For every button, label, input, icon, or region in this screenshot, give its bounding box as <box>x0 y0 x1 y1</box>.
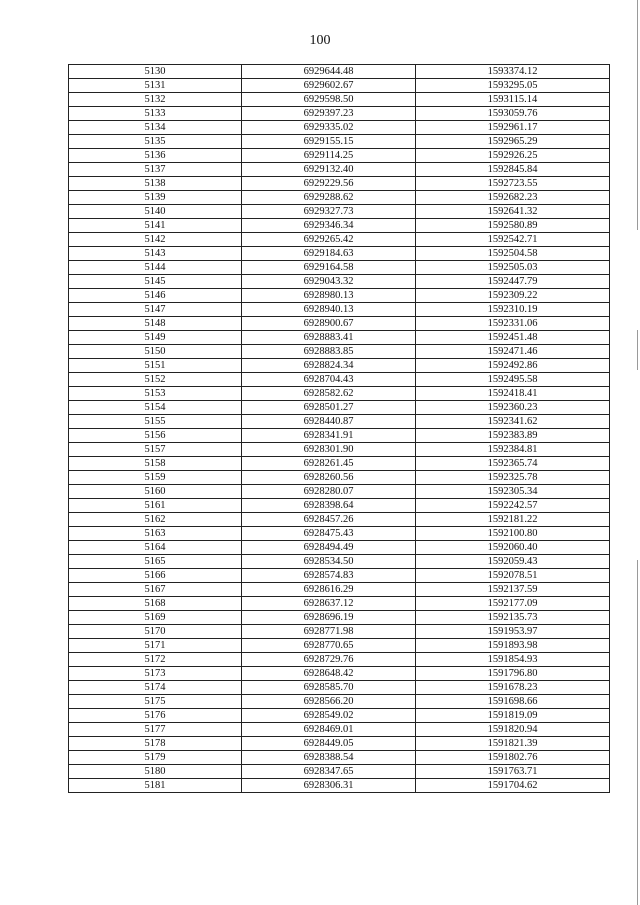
x-coordinate-cell: 6929043.32 <box>242 275 416 289</box>
y-coordinate-cell: 1592505.03 <box>416 261 610 275</box>
y-coordinate-cell: 1591821.39 <box>416 737 610 751</box>
x-coordinate-cell: 6928729.76 <box>242 653 416 667</box>
table-row <box>69 275 610 289</box>
x-coordinate-cell: 6929265.42 <box>242 233 416 247</box>
scan-edge-line <box>637 560 638 905</box>
y-coordinate-cell: 1592242.57 <box>416 499 610 513</box>
table-row <box>69 779 610 793</box>
y-coordinate-cell: 1592723.55 <box>416 177 610 191</box>
y-coordinate-cell: 1591819.09 <box>416 709 610 723</box>
table-row <box>69 219 610 233</box>
table-row <box>69 79 610 93</box>
point-number-cell: 5155 <box>69 415 242 429</box>
x-coordinate-cell: 6928449.05 <box>242 737 416 751</box>
x-coordinate-cell: 6928301.90 <box>242 443 416 457</box>
page-number: 100 <box>309 33 331 48</box>
table-row <box>69 513 610 527</box>
table-row <box>69 65 610 79</box>
point-number-cell: 5172 <box>69 653 242 667</box>
table-row <box>69 499 610 513</box>
x-coordinate-cell: 6928585.70 <box>242 681 416 695</box>
x-coordinate-cell: 6929602.67 <box>242 79 416 93</box>
y-coordinate-cell: 1592365.74 <box>416 457 610 471</box>
x-coordinate-cell: 6928260.56 <box>242 471 416 485</box>
point-number-cell: 5159 <box>69 471 242 485</box>
table-row <box>69 625 610 639</box>
y-coordinate-cell: 1591893.98 <box>416 639 610 653</box>
point-number-cell: 5145 <box>69 275 242 289</box>
point-number-cell: 5133 <box>69 107 242 121</box>
point-number-cell: 5148 <box>69 317 242 331</box>
y-coordinate-cell: 1591698.66 <box>416 695 610 709</box>
y-coordinate-cell: 1592309.22 <box>416 289 610 303</box>
y-coordinate-cell: 1592926.25 <box>416 149 610 163</box>
point-number-cell: 5163 <box>69 527 242 541</box>
point-number-cell: 5170 <box>69 625 242 639</box>
table-row <box>69 597 610 611</box>
x-coordinate-cell: 6928637.12 <box>242 597 416 611</box>
coordinates-table <box>68 64 610 793</box>
table-row <box>69 765 610 779</box>
y-coordinate-cell: 1593115.14 <box>416 93 610 107</box>
table-row <box>69 401 610 415</box>
y-coordinate-cell: 1592078.51 <box>416 569 610 583</box>
x-coordinate-cell: 6929644.48 <box>242 65 416 79</box>
x-coordinate-cell: 6928440.87 <box>242 415 416 429</box>
x-coordinate-cell: 6928398.64 <box>242 499 416 513</box>
y-coordinate-cell: 1591796.80 <box>416 667 610 681</box>
table-row <box>69 527 610 541</box>
x-coordinate-cell: 6928582.62 <box>242 387 416 401</box>
table-row <box>69 415 610 429</box>
y-coordinate-cell: 1592181.22 <box>416 513 610 527</box>
x-coordinate-cell: 6928475.43 <box>242 527 416 541</box>
y-coordinate-cell: 1592325.78 <box>416 471 610 485</box>
point-number-cell: 5161 <box>69 499 242 513</box>
table-row <box>69 345 610 359</box>
table-row <box>69 135 610 149</box>
point-number-cell: 5149 <box>69 331 242 345</box>
x-coordinate-cell: 6928696.19 <box>242 611 416 625</box>
table-row <box>69 373 610 387</box>
scan-edge-line <box>637 330 638 370</box>
y-coordinate-cell: 1592059.43 <box>416 555 610 569</box>
x-coordinate-cell: 6928900.67 <box>242 317 416 331</box>
x-coordinate-cell: 6928306.31 <box>242 779 416 793</box>
y-coordinate-cell: 1592100.80 <box>416 527 610 541</box>
point-number-cell: 5181 <box>69 779 242 793</box>
y-coordinate-cell: 1592177.09 <box>416 597 610 611</box>
point-number-cell: 5152 <box>69 373 242 387</box>
y-coordinate-cell: 1591802.76 <box>416 751 610 765</box>
table-row <box>69 681 610 695</box>
table-row <box>69 443 610 457</box>
y-coordinate-cell: 1591678.23 <box>416 681 610 695</box>
x-coordinate-cell: 6928770.65 <box>242 639 416 653</box>
y-coordinate-cell: 1592310.19 <box>416 303 610 317</box>
y-coordinate-cell: 1593374.12 <box>416 65 610 79</box>
x-coordinate-cell: 6928704.43 <box>242 373 416 387</box>
x-coordinate-cell: 6928940.13 <box>242 303 416 317</box>
table-row <box>69 107 610 121</box>
point-number-cell: 5135 <box>69 135 242 149</box>
point-number-cell: 5134 <box>69 121 242 135</box>
point-number-cell: 5171 <box>69 639 242 653</box>
point-number-cell: 5165 <box>69 555 242 569</box>
point-number-cell: 5141 <box>69 219 242 233</box>
point-number-cell: 5137 <box>69 163 242 177</box>
x-coordinate-cell: 6928280.07 <box>242 485 416 499</box>
point-number-cell: 5177 <box>69 723 242 737</box>
x-coordinate-cell: 6928341.91 <box>242 429 416 443</box>
x-coordinate-cell: 6929155.15 <box>242 135 416 149</box>
table-row <box>69 331 610 345</box>
point-number-cell: 5166 <box>69 569 242 583</box>
point-number-cell: 5131 <box>69 79 242 93</box>
point-number-cell: 5164 <box>69 541 242 555</box>
y-coordinate-cell: 1593059.76 <box>416 107 610 121</box>
table-body <box>69 65 610 793</box>
table-row <box>69 653 610 667</box>
y-coordinate-cell: 1592961.17 <box>416 121 610 135</box>
x-coordinate-cell: 6928883.41 <box>242 331 416 345</box>
table-row <box>69 177 610 191</box>
y-coordinate-cell: 1592341.62 <box>416 415 610 429</box>
y-coordinate-cell: 1591953.97 <box>416 625 610 639</box>
table-row <box>69 555 610 569</box>
point-number-cell: 5173 <box>69 667 242 681</box>
table-row <box>69 541 610 555</box>
table-row <box>69 93 610 107</box>
y-coordinate-cell: 1592580.89 <box>416 219 610 233</box>
y-coordinate-cell: 1592135.73 <box>416 611 610 625</box>
y-coordinate-cell: 1592418.41 <box>416 387 610 401</box>
table-row <box>69 723 610 737</box>
point-number-cell: 5150 <box>69 345 242 359</box>
y-coordinate-cell: 1593295.05 <box>416 79 610 93</box>
y-coordinate-cell: 1592360.23 <box>416 401 610 415</box>
x-coordinate-cell: 6928549.02 <box>242 709 416 723</box>
y-coordinate-cell: 1591763.71 <box>416 765 610 779</box>
x-coordinate-cell: 6929164.58 <box>242 261 416 275</box>
table-row <box>69 639 610 653</box>
x-coordinate-cell: 6929335.02 <box>242 121 416 135</box>
point-number-cell: 5147 <box>69 303 242 317</box>
table-row <box>69 289 610 303</box>
table-row <box>69 359 610 373</box>
point-number-cell: 5169 <box>69 611 242 625</box>
y-coordinate-cell: 1592495.58 <box>416 373 610 387</box>
table-row <box>69 121 610 135</box>
point-number-cell: 5132 <box>69 93 242 107</box>
point-number-cell: 5136 <box>69 149 242 163</box>
table-row <box>69 317 610 331</box>
x-coordinate-cell: 6928771.98 <box>242 625 416 639</box>
x-coordinate-cell: 6928616.29 <box>242 583 416 597</box>
point-number-cell: 5156 <box>69 429 242 443</box>
y-coordinate-cell: 1591854.93 <box>416 653 610 667</box>
x-coordinate-cell: 6929397.23 <box>242 107 416 121</box>
y-coordinate-cell: 1592305.34 <box>416 485 610 499</box>
table-row <box>69 233 610 247</box>
y-coordinate-cell: 1592682.23 <box>416 191 610 205</box>
x-coordinate-cell: 6928501.27 <box>242 401 416 415</box>
point-number-cell: 5146 <box>69 289 242 303</box>
point-number-cell: 5158 <box>69 457 242 471</box>
x-coordinate-cell: 6928980.13 <box>242 289 416 303</box>
point-number-cell: 5179 <box>69 751 242 765</box>
table-row <box>69 471 610 485</box>
point-number-cell: 5151 <box>69 359 242 373</box>
point-number-cell: 5174 <box>69 681 242 695</box>
table-row <box>69 261 610 275</box>
point-number-cell: 5154 <box>69 401 242 415</box>
table-row <box>69 709 610 723</box>
point-number-cell: 5176 <box>69 709 242 723</box>
point-number-cell: 5139 <box>69 191 242 205</box>
table-row <box>69 611 610 625</box>
x-coordinate-cell: 6929229.56 <box>242 177 416 191</box>
x-coordinate-cell: 6929288.62 <box>242 191 416 205</box>
y-coordinate-cell: 1592137.59 <box>416 583 610 597</box>
x-coordinate-cell: 6928388.54 <box>242 751 416 765</box>
x-coordinate-cell: 6928574.83 <box>242 569 416 583</box>
x-coordinate-cell: 6928534.50 <box>242 555 416 569</box>
point-number-cell: 5153 <box>69 387 242 401</box>
y-coordinate-cell: 1592331.06 <box>416 317 610 331</box>
x-coordinate-cell: 6928648.42 <box>242 667 416 681</box>
point-number-cell: 5142 <box>69 233 242 247</box>
y-coordinate-cell: 1591820.94 <box>416 723 610 737</box>
y-coordinate-cell: 1592060.40 <box>416 541 610 555</box>
x-coordinate-cell: 6929598.50 <box>242 93 416 107</box>
scan-edge-line <box>637 0 638 230</box>
x-coordinate-cell: 6928457.26 <box>242 513 416 527</box>
table-row <box>69 569 610 583</box>
x-coordinate-cell: 6928347.65 <box>242 765 416 779</box>
table-row <box>69 303 610 317</box>
table-row <box>69 583 610 597</box>
table-row <box>69 149 610 163</box>
table-row <box>69 751 610 765</box>
point-number-cell: 5168 <box>69 597 242 611</box>
table-row <box>69 247 610 261</box>
point-number-cell: 5130 <box>69 65 242 79</box>
point-number-cell: 5138 <box>69 177 242 191</box>
y-coordinate-cell: 1592451.48 <box>416 331 610 345</box>
x-coordinate-cell: 6929114.25 <box>242 149 416 163</box>
x-coordinate-cell: 6929327.73 <box>242 205 416 219</box>
x-coordinate-cell: 6928883.85 <box>242 345 416 359</box>
x-coordinate-cell: 6928824.34 <box>242 359 416 373</box>
x-coordinate-cell: 6929184.63 <box>242 247 416 261</box>
point-number-cell: 5180 <box>69 765 242 779</box>
point-number-cell: 5167 <box>69 583 242 597</box>
table-row <box>69 457 610 471</box>
point-number-cell: 5140 <box>69 205 242 219</box>
y-coordinate-cell: 1592447.79 <box>416 275 610 289</box>
point-number-cell: 5160 <box>69 485 242 499</box>
x-coordinate-cell: 6928469.01 <box>242 723 416 737</box>
point-number-cell: 5175 <box>69 695 242 709</box>
y-coordinate-cell: 1592965.29 <box>416 135 610 149</box>
table-row <box>69 387 610 401</box>
table-row <box>69 191 610 205</box>
y-coordinate-cell: 1591704.62 <box>416 779 610 793</box>
y-coordinate-cell: 1592641.32 <box>416 205 610 219</box>
y-coordinate-cell: 1592383.89 <box>416 429 610 443</box>
table-row <box>69 667 610 681</box>
y-coordinate-cell: 1592384.81 <box>416 443 610 457</box>
y-coordinate-cell: 1592845.84 <box>416 163 610 177</box>
table-row <box>69 205 610 219</box>
table-row <box>69 485 610 499</box>
y-coordinate-cell: 1592542.71 <box>416 233 610 247</box>
x-coordinate-cell: 6929346.34 <box>242 219 416 233</box>
point-number-cell: 5144 <box>69 261 242 275</box>
table-row <box>69 429 610 443</box>
y-coordinate-cell: 1592504.58 <box>416 247 610 261</box>
x-coordinate-cell: 6929132.40 <box>242 163 416 177</box>
point-number-cell: 5157 <box>69 443 242 457</box>
y-coordinate-cell: 1592492.86 <box>416 359 610 373</box>
point-number-cell: 5143 <box>69 247 242 261</box>
x-coordinate-cell: 6928261.45 <box>242 457 416 471</box>
x-coordinate-cell: 6928566.20 <box>242 695 416 709</box>
point-number-cell: 5178 <box>69 737 242 751</box>
table-row <box>69 737 610 751</box>
x-coordinate-cell: 6928494.49 <box>242 541 416 555</box>
table-row <box>69 695 610 709</box>
table-row <box>69 163 610 177</box>
y-coordinate-cell: 1592471.46 <box>416 345 610 359</box>
point-number-cell: 5162 <box>69 513 242 527</box>
